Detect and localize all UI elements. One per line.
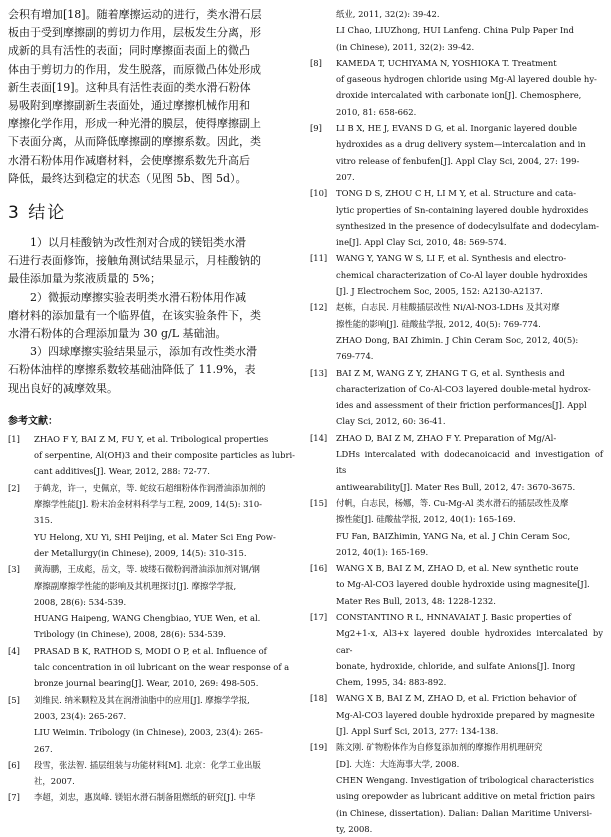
- reference-line: 207.: [336, 171, 355, 182]
- text-line: 3）四球摩擦实验结果显示，添加有改性类水滑: [30, 345, 257, 359]
- reference-line: cant additives[J]. Wear, 2012, 288: 72-77.: [34, 466, 210, 477]
- reference-number: [6]: [8, 759, 20, 770]
- reference-text: [34, 757, 300, 790]
- reference-line: CONSTANTINO R L, HNNAVAIAT J. Basic properties of: [336, 611, 572, 622]
- reference-entry: [310, 430, 603, 495]
- text-line: (in Chinese), 2011, 32(2): 39-42.: [336, 41, 475, 52]
- reference-line: LI B X, HE J, EVANS D G, et al. Inorganic layered double: [336, 123, 578, 134]
- reference-line: ZHAO D, BAI Z M, ZHAO F Y. Preparation of Mg/Al-: [336, 432, 557, 443]
- reference-line: 黄海鹏，王成彪，岳文，等. 坡缕石微粉润滑油添加剂对钢/钢: [34, 564, 260, 575]
- reference-line: 2003, 23(4): 265-267.: [34, 710, 127, 721]
- reference-line: synthesized in the presence of dodecylsulfate and dodecylam-: [336, 220, 599, 231]
- text-line: 摩擦化学作用，形成一种光滑的膜层，使得摩擦副上: [8, 117, 261, 131]
- reference-entry: [310, 55, 603, 120]
- reference-line: Mg-Al-CO3 layered double hydroxide prepared by magnesite: [336, 709, 595, 720]
- reference-line: 擦性能[J]. 硅酸盐学报, 2012, 40(1): 165-169.: [336, 514, 516, 525]
- reference-number: [13]: [310, 367, 328, 378]
- reference-number: [4]: [8, 645, 20, 656]
- reference-text: [336, 250, 603, 299]
- reference-line: 赵栋，白志民. 月桂酸插层改性 Ni/Al-NO3-LDHs 及其对摩: [336, 302, 560, 313]
- reference-line: 267.: [34, 743, 53, 754]
- reference-number: [19]: [310, 742, 328, 753]
- text-line: 2）微振动摩擦实验表明类水滑石粉体用作减: [30, 290, 246, 304]
- reference-text: [34, 431, 300, 480]
- reference-line: ty, 2008.: [336, 823, 373, 834]
- reference-number: [12]: [310, 302, 328, 313]
- discussion-paragraph: [8, 6, 300, 188]
- reference-number: [5]: [8, 694, 20, 705]
- text-line: 石粉体油样的摩擦系数较基础油降低了 11.9%，表: [8, 363, 256, 377]
- reference-number: [14]: [310, 432, 328, 443]
- reference-line: 段雪，张法智. 插层组装与功能材料[M]. 北京：化学工业出版: [34, 759, 261, 770]
- reference-line: ine[J]. Appl Clay Sci, 2010, 48: 569-574.: [336, 237, 507, 248]
- reference-text: [336, 430, 603, 495]
- text-line: 降低，最终达到稳定的状态（见图 5b、图 5d）。: [8, 171, 247, 185]
- reference-line: WANG X B, BAI Z M, ZHAO D, et al. New synthetic route: [336, 563, 579, 574]
- reference-entry: [8, 480, 300, 561]
- text-line: 体由于剪切力的作用，发生脱落，而原微凸体处形成: [8, 62, 261, 76]
- reference-text: [34, 692, 300, 757]
- reference-text: [34, 480, 300, 561]
- text-line: 下表面分离，从而降低摩擦副的摩擦系数。因此，类: [8, 135, 261, 149]
- text-line: 石进行表面修饰，接触角测试结果显示，月桂酸钠的: [8, 254, 261, 268]
- reference-number: [8]: [310, 57, 322, 68]
- reference-line: 付帆，白志民，杨娜，等. Cu-Mg-Al 类水滑石的插层改性及摩: [336, 497, 569, 508]
- text-line: 成新的具有活性的表面；同时摩擦面表面上的微凸: [8, 44, 250, 58]
- reference-text: [336, 560, 603, 609]
- section-heading: 3 结论: [8, 203, 67, 224]
- right-column: [310, 6, 603, 837]
- reference-line: ides and assessment of their friction performances[J]. Appl: [336, 400, 587, 411]
- reference-entry: [310, 609, 603, 690]
- reference-entry: [310, 185, 603, 250]
- reference-line: TONG D S, ZHOU C H, LI M Y, et al. Structure and cata-: [336, 188, 577, 199]
- reference-entry: [8, 643, 300, 692]
- reference-line: antiwearability[J]. Mater Res Bull, 2012, 47: 3670-3675.: [336, 481, 576, 492]
- reference-line: Tribology (in Chinese), 2008, 28(6): 534-539.: [34, 629, 226, 640]
- text-line: LI Chao, LIUZhong, HUI Lanfeng. China Pulp Paper Ind: [336, 25, 574, 36]
- text-line: 新生表面[19]。这种具有活性表面的类水滑石粉体: [8, 80, 251, 94]
- reference-line: ZHAO F Y, BAI Z M, FU Y, et al. Tribological properties: [34, 433, 269, 444]
- reference-line: 刘维民. 纳米颗粒及其在润滑油脂中的应用[J]. 摩擦学学报,: [34, 694, 250, 705]
- reference-number: [9]: [310, 123, 322, 134]
- reference-line: 陈文刚. 矿物粉体作为自修复添加剂的摩擦作用机理研究: [336, 742, 543, 753]
- reference-line: Clay Sci, 2012, 60: 36-41.: [336, 416, 446, 427]
- reference-entry: [310, 250, 603, 299]
- reference-text: [336, 739, 603, 837]
- reference-entry: [8, 431, 300, 480]
- reference-line: 摩擦副摩擦学性能的影响及其机理探讨[J]. 摩擦学学报,: [34, 580, 237, 591]
- reference-line: droxide intercalated with carbonate ion[J]. Chemosphere,: [336, 90, 582, 101]
- reference-line: to Mg-Al-CO3 layered double hydroxide using magnesite[J].: [336, 579, 590, 590]
- reference-line: HUANG Haipeng, WANG Chengbiao, YUE Wen, et al.: [34, 613, 261, 624]
- references-heading: 参考文献：: [8, 415, 58, 427]
- reference-line: YU Helong, XU Yi, SHI Peijing, et al. Mater Sci Eng Pow-: [34, 531, 276, 542]
- reference-line: Chem, 1995, 34: 883-892.: [336, 677, 447, 688]
- reference-line: WANG X B, BAI Z M, ZHAO D, et al. Friction behavior of: [336, 693, 577, 704]
- reference-number: [16]: [310, 563, 328, 574]
- reference-line: 于鹤龙，许一，史佩京，等. 蛇纹石超细粉体作润滑油添加剂的: [34, 482, 266, 493]
- conclusion-item-2: [8, 289, 300, 344]
- reference-entry: [310, 495, 603, 560]
- reference-line: hydroxides as a drug delivery system—intercalation and in: [336, 139, 586, 150]
- reference-line: ZHAO Dong, BAI Zhimin. J Chin Ceram Soc, 2012, 40(5):: [336, 334, 579, 345]
- left-column: [8, 6, 300, 806]
- reference-text: [336, 120, 603, 185]
- reference-number: [2]: [8, 482, 20, 493]
- reference-number: [7]: [8, 792, 20, 803]
- reference-line: WANG Y, YANG W S, LI F, et al. Synthesis and electro-: [336, 253, 567, 264]
- reference-line: 擦性能的影响[J]. 硅酸盐学报, 2012, 40(5): 769-774.: [336, 318, 541, 329]
- text-line: 磨材料的添加量有一个临界值，在该实验条件下，类: [8, 308, 261, 322]
- reference-text: [336, 609, 603, 690]
- text-line: 水滑石粉体的合理添加量为 30 g/L 基础油。: [8, 327, 227, 341]
- reference-line: of gaseous hydrogen chloride using Mg-Al layered double hy-: [336, 74, 597, 85]
- reference-text: [34, 789, 300, 805]
- reference-line: chemical characterization of Co-Al layer double hydroxides: [336, 269, 588, 280]
- reference-continuation: [310, 6, 603, 55]
- reference-line: talc concentration in oil lubricant on the wear response of a: [34, 662, 290, 673]
- reference-entry: [8, 561, 300, 642]
- reference-number: [18]: [310, 693, 328, 704]
- reference-number: [17]: [310, 611, 328, 622]
- reference-line: der Metallurgy(in Chinese), 2009, 14(5): 310-315.: [34, 547, 247, 558]
- reference-entry: [8, 692, 300, 757]
- reference-entry: [310, 690, 603, 739]
- reference-entry: [310, 739, 603, 837]
- conclusion-item-3: [8, 343, 300, 398]
- reference-number: [3]: [8, 564, 20, 575]
- reference-line: lytic properties of Sn-containing layered double hydroxides: [336, 204, 589, 215]
- reference-line: 2008, 28(6): 534-539.: [34, 596, 127, 607]
- reference-line: CHEN Wengang. Investigation of tribological characteristics: [336, 774, 594, 785]
- reference-text: [336, 365, 603, 430]
- reference-line: 社，2007.: [34, 776, 75, 787]
- text-line: 水滑石粉体用作减磨材料，会使摩擦系数先升高后: [8, 153, 250, 167]
- reference-line: 摩擦学性能[J]. 粉末冶金材料科学与工程, 2009, 14(5): 310-: [34, 499, 262, 510]
- reference-line: PRASAD B K, RATHOD S, MODI O P, et al. Influence of: [34, 645, 267, 656]
- reference-line: (in Chinese, dissertation). Dalian: Dalian Maritime Universi-: [336, 807, 592, 818]
- text-line: 会积有增加[18]。随着摩擦运动的进行，类水滑石层: [8, 8, 262, 21]
- reference-list-left: [8, 431, 300, 806]
- text-line: 最佳添加量为浆液质量的 5%；: [8, 272, 161, 286]
- reference-entry: [310, 120, 603, 185]
- text-line: 板由于受到摩擦副的剪切力作用，层板发生分离，形: [8, 26, 261, 40]
- reference-text: [336, 55, 603, 120]
- reference-line: bonate, hydroxide, chloride, and sulfate Anions[J]. Inorg: [336, 660, 576, 671]
- reference-line: 315.: [34, 515, 53, 526]
- reference-number: [15]: [310, 497, 328, 508]
- reference-line: 769-774.: [336, 351, 374, 362]
- text-line: 纸业, 2011, 32(2): 39-42.: [336, 9, 440, 19]
- reference-line: BAI Z M, WANG Z Y, ZHANG T G, et al. Synthesis and: [336, 367, 565, 378]
- reference-line: characterization of Co-Al-CO3 layered double-metal hydrox-: [336, 383, 591, 394]
- text-line: 易吸附到摩擦副新生表面处，通过摩擦机械作用和: [8, 99, 250, 113]
- reference-line: Mg2+1-x, Al3+x layered double hydroxides intercalated by car-: [336, 628, 603, 655]
- reference-line: of serpentine, Al(OH)3 and their composite particles as lubri-: [34, 450, 296, 461]
- text-line: 现出良好的减摩效果。: [8, 381, 118, 395]
- reference-line: LDHs intercalated with dodecanoicacid and investigation of its: [336, 449, 603, 476]
- reference-line: 2012, 40(1): 165-169.: [336, 546, 429, 557]
- reference-line: LIU Weimin. Tribology (in Chinese), 2003, 23(4): 265-: [34, 727, 263, 738]
- reference-line: using orepowder as lubricant additive on metal friction pairs: [336, 791, 595, 802]
- reference-list-right: [310, 55, 603, 837]
- reference-line: Mater Res Bull, 2013, 48: 1228-1232.: [336, 595, 496, 606]
- reference-entry: [8, 757, 300, 790]
- reference-number: [10]: [310, 188, 328, 199]
- reference-text: [336, 690, 603, 739]
- reference-line: bronze journal bearing[J]. Wear, 2010, 269: 498-505.: [34, 678, 259, 689]
- reference-text: [34, 643, 300, 692]
- reference-number: [1]: [8, 433, 20, 444]
- reference-line: 2010, 81: 658-662.: [336, 106, 417, 117]
- reference-text: [336, 299, 603, 364]
- reference-line: [J]. J Electrochem Soc, 2005, 152: A2130-A2137.: [336, 286, 543, 297]
- text-line: 1）以月桂酸钠为改性剂对合成的镁铝类水滑: [30, 236, 246, 250]
- reference-text: [336, 495, 603, 560]
- reference-line: FU Fan, BAIZhimin, YANG Na, et al. J Chin Ceram Soc,: [336, 530, 571, 541]
- reference-line: [J]. Appl Surf Sci, 2013, 277: 134-138.: [336, 726, 499, 737]
- reference-number: [11]: [310, 253, 328, 264]
- reference-text: [336, 185, 603, 250]
- conclusion-item-1: [8, 234, 300, 289]
- reference-line: vitro release of fenbufen[J]. Appl Clay Sci, 2004, 27: 199-: [336, 155, 580, 166]
- reference-entry: [310, 299, 603, 364]
- reference-line: KAMEDA T, UCHIYAMA N, YOSHIOKA T. Treatment: [336, 57, 557, 68]
- reference-line: [D]. 大连：大连海事大学, 2008.: [336, 758, 460, 769]
- reference-entry: [310, 560, 603, 609]
- reference-entry: [310, 365, 603, 430]
- reference-entry: [8, 789, 300, 805]
- reference-line: 李超，刘忠，惠岚峰. 镁铝水滑石制备阻燃纸的研究[J]. 中华: [34, 792, 256, 803]
- reference-text: [34, 561, 300, 642]
